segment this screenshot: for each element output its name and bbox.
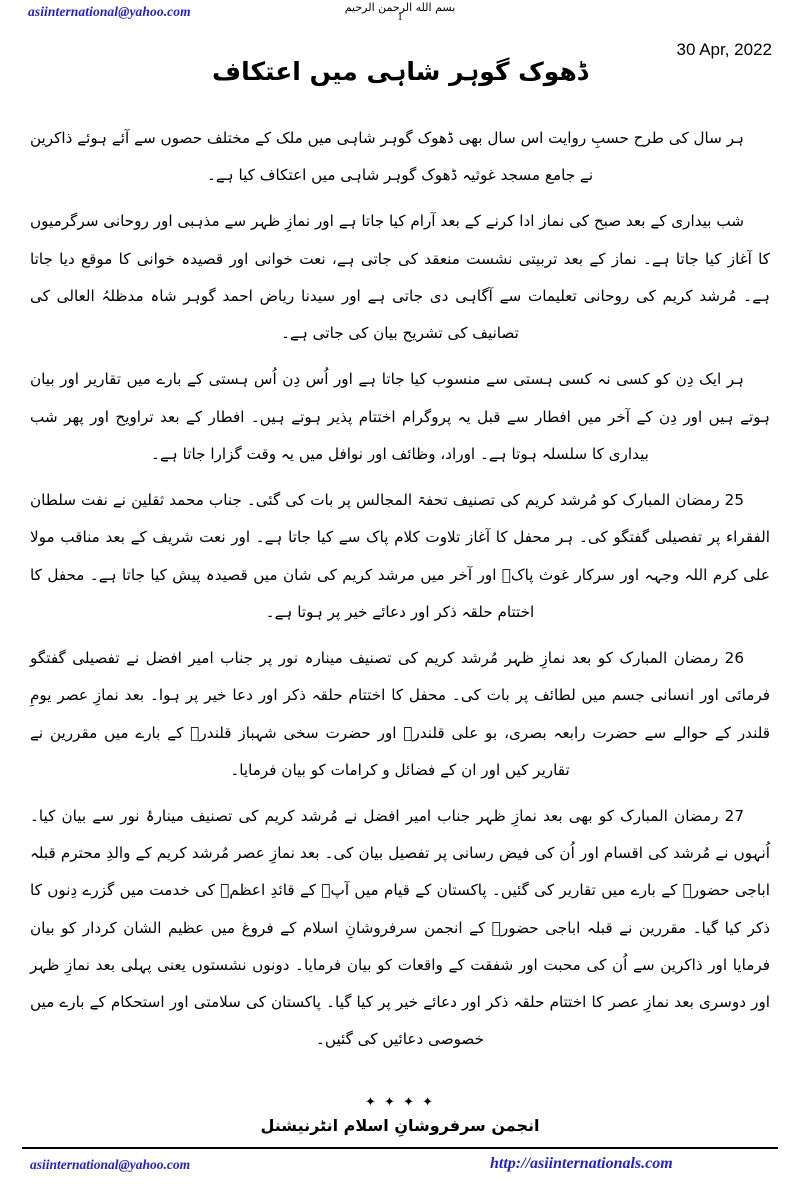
- footer-website-link[interactable]: http://asiinternationals.com: [490, 1155, 673, 1172]
- article-paragraph: 27 رمضان المبارک کو بھی بعد نمازِ ظہر جناب امیر افضل نے مُرشد کریم کی تصنیف مینارۂ نور سے بیان کیا۔ اُنہوں نے مُرشد کی اقسام اور اُن کی فیض رسانی پر تفصیل بیان کی۔ بعد نمازِ عصر مُرشد کریم کے والدِ محترم قبلہ اباجی حضورؒ کے بارے میں تقاریر کی گئیں۔ پاکستان کے قیام میں آپؒ کے قائدِ اعظمؒ کی خدمت میں گزرے دِنوں کا ذکر کیا گیا۔ مقررین نے قبلہ اباجی حضورؒ کے انجمن سرفروشانِ اسلام کے فروغ میں عظیم الشان کردار کو بیان فرمایا اور ذاکرین سے اُن کی محبت اور شفقت کے واقعات کو بیان فرمایا۔ دونوں نشستوں یعنی پہلی بعد نمازِ ظہر اور دوسری بعد نمازِ عصر کا اختتام حلقہ ذکر اور دعائے خیر پر کیا گیا۔ پاکستان کی سلامتی اور استحکام کے بارے میں خصوصی دعائیں کی گئیں۔: [30, 806, 770, 1049]
- organization-name: انجمن سرفروشانِ اسلام انٹرنیشنل: [260, 1116, 540, 1135]
- article-paragraph: ہر سال کی طرح حسبِ روایت اس سال بھی ڈھوک گوہر شاہی میں ملک کے مختلف حصوں سے آئے ہوئے ذاکرین نے جامع مسجد غوثیہ ڈھوک گوہر شاہی میں اعتکاف کیا ہے۔: [30, 129, 744, 185]
- footer-divider-rule: [22, 1147, 778, 1149]
- diamond-ornament-icon: ✦: [364, 1095, 378, 1110]
- article-paragraph: 26 رمضان المبارک کو بعد نمازِ ظہر مُرشد کریم کی تصنیف مینارہ نور پر جناب امیر افضل نے تفصیلی گفتگو فرمائی اور انسانی جسم میں لطائف پر بات کی۔ محفل کا اختتام حلقہ ذکر اور دعا خیر پر ہوا۔ بعد نمازِ عصر یومِ قلندر کے حوالے سے حضرت رابعہ بصری، بو علی قلندرؒ اور حضرت سخی شہباز قلندرؒ کے بارے میں مقررین نے تقاریر کیں اور ان کے فضائل و کرامات کو بیان فرمایا۔: [30, 649, 770, 779]
- page-title: ڈھوک گوہر شاہی میں اعتکاف: [212, 56, 588, 86]
- diamond-ornament-icon: ✦: [422, 1095, 436, 1110]
- bismillah-block: [0, 2, 800, 23]
- diamond-ornament-icon: ✦: [384, 1095, 397, 1110]
- ornament-divider: [0, 1096, 800, 1109]
- article-paragraph: 25 رمضان المبارک کو مُرشد کریم کی تصنیف تحفۃ المجالس پر بات کی گئی۔ جناب محمد ثقلین نے نفت سلطان الفقراء پر تفصیلی گفتگو کی۔ ہر محفل کا آغاز تلاوت کلام پاک سے کیا جاتا ہے۔ اور نعت شریف کے بعد مناقب مولا علی کرم اللہ وجہہ اور سرکار غوث پاکؒ اور آخر میں مرشد کریم کی شان میں قصیدہ پیش کیا جاتا ہے۔ محفل کا اختتام حلقہ ذکر اور دعائے خیر پر ہوتا ہے۔: [30, 491, 770, 621]
- article-paragraph: ہر ایک دِن کو کسی نہ کسی ہستی سے منسوب کیا جاتا ہے اور اُس دِن اُس ہستی کے بارے میں تقاریر اور بیان ہوتے ہیں اور دِن کے آخر میں افطار سے قبل یہ پروگرام اختتام پذیر ہوتے ہیں۔ افطار کے بعد تراویح اور پھر شب بیداری کا سلسلہ ہوتا ہے۔ اوراد، وظائف اور نوافل میں یہ وقت گزارا جاتا ہے۔: [30, 370, 770, 463]
- article-body: [30, 120, 770, 1068]
- footer-email-link[interactable]: asiinternational@yahoo.com: [30, 1157, 191, 1172]
- article-paragraph: شب بیداری کے بعد صبح کی نماز ادا کرنے کے بعد آرام کیا جاتا ہے اور نمازِ ظہر سے مذہبی اور روحانی سرگرمیوں کا آغاز کیا جاتا ہے۔ نماز کے بعد تربیتی نشست منعقد کی جاتی ہے، نعت خوانی اور قصیدہ خوانی کا موقع دیا جاتا ہے۔ مُرشد کریم کی روحانی تعلیمات سے آگاہی دی جاتی ہے اور سیدنا ریاض احمد گوہر شاہ مدظلہُ العالی کی تصانیف کی تشریح بیان کی جاتی ہے۔: [30, 212, 770, 343]
- page-number: 1: [397, 11, 403, 24]
- header-email-link[interactable]: asiinternational@yahoo.com: [28, 4, 191, 19]
- bismillah-text: بسم الله الرحمن الرحيم: [344, 1, 456, 14]
- page-footer: [22, 1155, 778, 1185]
- page-header: [0, 0, 800, 95]
- diamond-ornament-icon: ✦: [403, 1095, 416, 1110]
- publication-date: 30 Apr, 2022: [676, 40, 772, 59]
